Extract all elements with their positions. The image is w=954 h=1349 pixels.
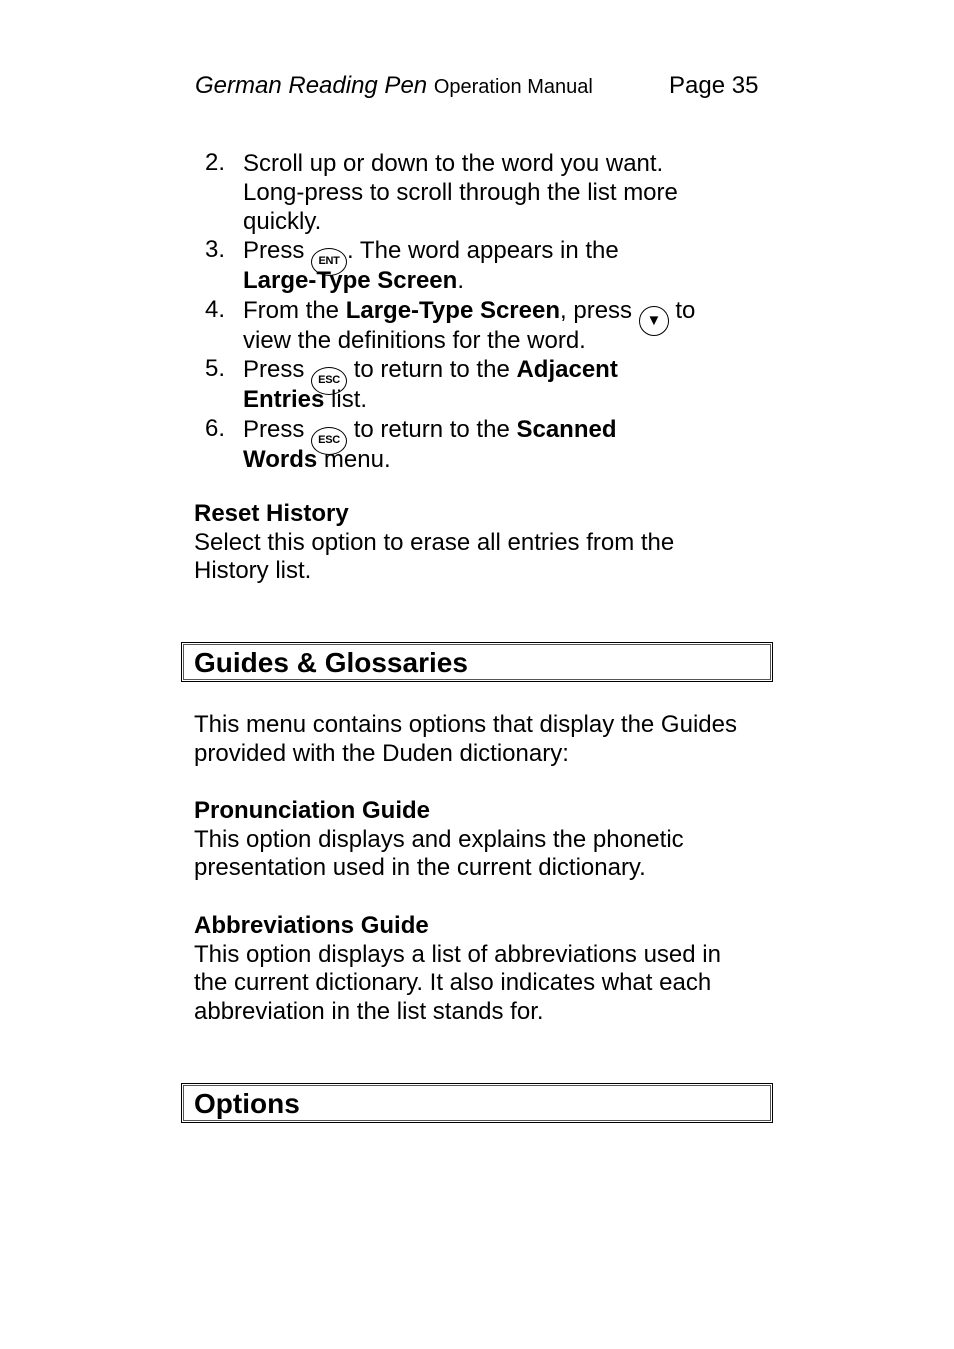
pronunciation-guide-heading: Pronunciation Guide <box>194 797 431 824</box>
scanned-words-term: Words <box>243 446 318 473</box>
abbreviations-guide-section <box>194 912 721 1026</box>
body-text-line: provided with the Duden dictionary: <box>194 739 569 767</box>
esc-key-icon: ESC <box>311 367 347 395</box>
numbered-steps <box>205 149 745 475</box>
large-type-screen-term: Large-Type Screen <box>345 297 561 324</box>
body-text-line: presentation used in the current dictionary. <box>194 854 646 882</box>
guides-intro <box>194 711 737 768</box>
down-arrow-key-icon: ▼ <box>639 306 669 336</box>
running-header-title <box>195 72 593 100</box>
body-text-line: the current dictionary. It also indicates what each <box>194 969 712 997</box>
step-number: 4. <box>205 296 226 323</box>
reset-history-heading: Reset History <box>194 500 349 527</box>
adjacent-entries-term: Adjacent <box>516 356 618 383</box>
step-text: Press <box>243 356 305 383</box>
reset-history-section <box>194 500 674 586</box>
step-text: to return to the <box>353 356 510 383</box>
step-3 <box>205 236 745 296</box>
step-text: . The word appears in the <box>347 237 619 264</box>
section-title: Guides & Glossaries <box>194 647 468 678</box>
esc-key-icon: ESC <box>311 427 347 455</box>
page-number: Page 35 <box>669 72 759 99</box>
step-6 <box>205 415 745 475</box>
large-type-screen-term: Large-Type Screen <box>243 267 458 294</box>
step-text-line: quickly. <box>243 208 322 235</box>
step-text: , press <box>560 297 633 324</box>
body-text-line: abbreviation in the list stands for. <box>194 997 544 1025</box>
step-4 <box>205 296 745 355</box>
step-number: 6. <box>205 415 226 442</box>
step-text-line: Long-press to scroll through the list more <box>243 179 678 206</box>
body-text-line: Select this option to erase all entries from the <box>194 528 675 556</box>
step-text-line: Scroll up or down to the word you want. <box>243 150 664 177</box>
body-text-line: This option displays a list of abbreviations used in <box>194 940 721 968</box>
body-text-line: This menu contains options that display the Guides <box>194 711 737 738</box>
step-2 <box>205 149 745 236</box>
adjacent-entries-term: Entries <box>243 386 325 413</box>
options-heading-box <box>181 1083 773 1123</box>
pronunciation-guide-section <box>194 797 684 883</box>
step-text: menu. <box>323 446 391 473</box>
guides-glossaries-heading-box <box>181 642 773 682</box>
section-title: Options <box>194 1088 300 1119</box>
step-5 <box>205 355 745 415</box>
step-text: list. <box>331 386 368 413</box>
manual-title-rest: Operation Manual <box>433 76 593 98</box>
abbreviations-guide-heading: Abbreviations Guide <box>194 912 429 939</box>
step-text: to <box>675 297 696 324</box>
body-text-line: This option displays and explains the phonetic <box>194 825 684 853</box>
step-text: Press <box>243 416 305 443</box>
manual-title-italic: German Reading Pen <box>195 72 428 99</box>
body-text-line: History list. <box>194 557 312 585</box>
step-text-line: view the definitions for the word. <box>243 327 586 354</box>
step-number: 2. <box>205 149 226 176</box>
step-text: . <box>457 267 464 294</box>
step-number: 3. <box>205 236 226 263</box>
scanned-words-term: Scanned <box>516 416 617 443</box>
step-text: From the <box>243 297 340 324</box>
step-number: 5. <box>205 355 226 382</box>
step-text: Press <box>243 237 305 264</box>
step-text: to return to the <box>353 416 510 443</box>
ent-key-icon: ENT <box>311 248 347 276</box>
